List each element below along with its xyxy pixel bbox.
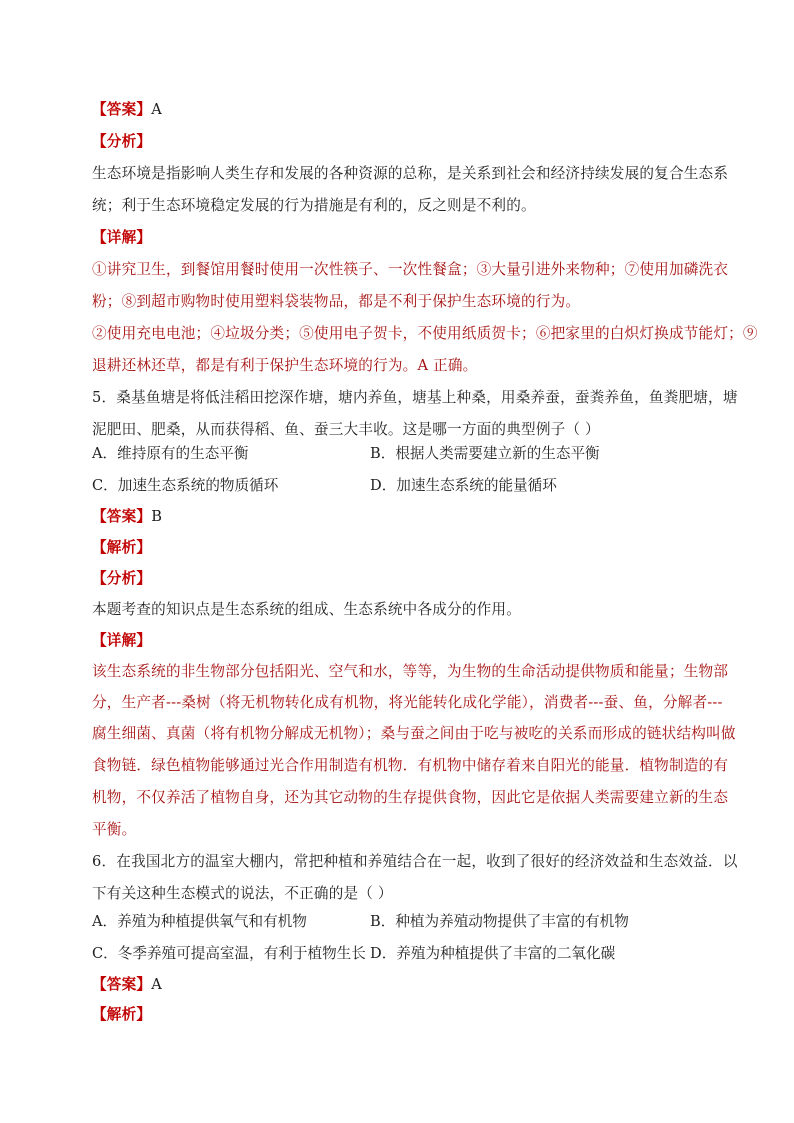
question-stem-line: 5．桑基鱼塘是将低洼稻田挖深作塘，塘内养鱼，塘基上种桑，用桑养蚕，蚕粪养鱼，鱼粪肥塘，塘: [92, 389, 738, 406]
option-b: B．根据人类需要建立新的生态平衡: [370, 445, 600, 462]
answer-tag: 【答案】: [92, 508, 152, 525]
analysis-label: 【分析】: [92, 570, 152, 587]
detail-label: 【详解】: [92, 229, 152, 246]
detail-text-line: 退耕还林还草，都是有利于保护生态环境的行为。A 正确。: [92, 357, 478, 374]
detail-text-line: 该生态系统的非生物部分包括阳光、空气和水，等等，为生物的生命活动提供物质和能量；生物部: [92, 663, 729, 680]
detail-text-line: 平衡。: [92, 821, 137, 838]
answer-value: B: [151, 508, 163, 525]
answer-tag: 【答案】: [92, 101, 152, 118]
detail-text-line: 食物链．绿色植物能够通过光合作用制造有机物．有机物中储存着来自阳光的能量．植物制造的有: [92, 757, 729, 774]
analysis-label: 【分析】: [92, 133, 152, 150]
answer-value: A: [151, 101, 162, 118]
option-a: A．维持原有的生态平衡: [92, 445, 249, 462]
solution-label: 【解析】: [92, 539, 152, 556]
analysis-text-line: 本题考查的知识点是生态系统的组成、生态系统中各成分的作用。: [92, 601, 522, 618]
analysis-text-line: 生态环境是指影响人类生存和发展的各种资源的总称，是关系到社会和经济持续发展的复合生态系: [92, 165, 729, 182]
answer-label: [92, 975, 162, 995]
detail-text-line: ②使用充电电池；④垃圾分类；⑤使用电子贺卡，不使用纸质贺卡；⑥把家里的白炽灯换成节能灯；⑨: [92, 325, 758, 342]
option-d: D．养殖为种植提供了丰富的二氧化碳: [370, 945, 616, 962]
detail-text-line: 机物，不仅养活了植物自身，还为其它动物的生存提供食物，因此它是依据人类需要建立新的生态: [92, 789, 729, 806]
option-b: B．种植为养殖动物提供了丰富的有机物: [370, 913, 629, 930]
detail-text-line: ①讲究卫生，到餐馆用餐时使用一次性筷子、一次性餐盒；③大量引进外来物种；⑦使用加磷洗衣: [92, 261, 729, 278]
option-d: D．加速生态系统的能量循环: [370, 477, 557, 494]
option-a: A．养殖为种植提供氧气和有机物: [92, 913, 307, 930]
answer-tag: 【答案】: [92, 976, 152, 993]
detail-label: 【详解】: [92, 632, 152, 649]
answer-value: A: [151, 976, 162, 993]
detail-text-line: 腐生细菌、真菌（将有机物分解成无机物）；桑与蚕之间由于吃与被吃的关系而形成的链状结构叫做: [92, 725, 736, 742]
detail-text-line: 分，生产者---桑树（将无机物转化成有机物，将光能转化成化学能），消费者---蚕、鱼，分解者---: [92, 694, 723, 711]
question-stem-line: 泥肥田、肥桑，从而获得稻、鱼、蚕三大丰收。这是哪一方面的典型例子（ ）: [92, 421, 600, 438]
detail-text-line: 粉；⑧到超市购物时使用塑料袋装物品，都是不利于保护生态环境的行为。: [92, 293, 581, 310]
option-c: C．冬季养殖可提高室温，有利于植物生长: [92, 945, 366, 962]
answer-label: [92, 100, 162, 120]
question-stem-line: 6．在我国北方的温室大棚内，常把种植和养殖结合在一起，收到了很好的经济效益和生态效益．以: [92, 853, 738, 870]
question-stem-line: 下有关这种生态模式的说法，不正确的是（ ）: [92, 885, 393, 902]
analysis-text-line: 统；利于生态环境稳定发展的行为措施是有利的，反之则是不利的。: [92, 197, 536, 214]
solution-label: 【解析】: [92, 1006, 152, 1023]
answer-label: [92, 507, 162, 527]
option-c: C．加速生态系统的物质循环: [92, 477, 279, 494]
